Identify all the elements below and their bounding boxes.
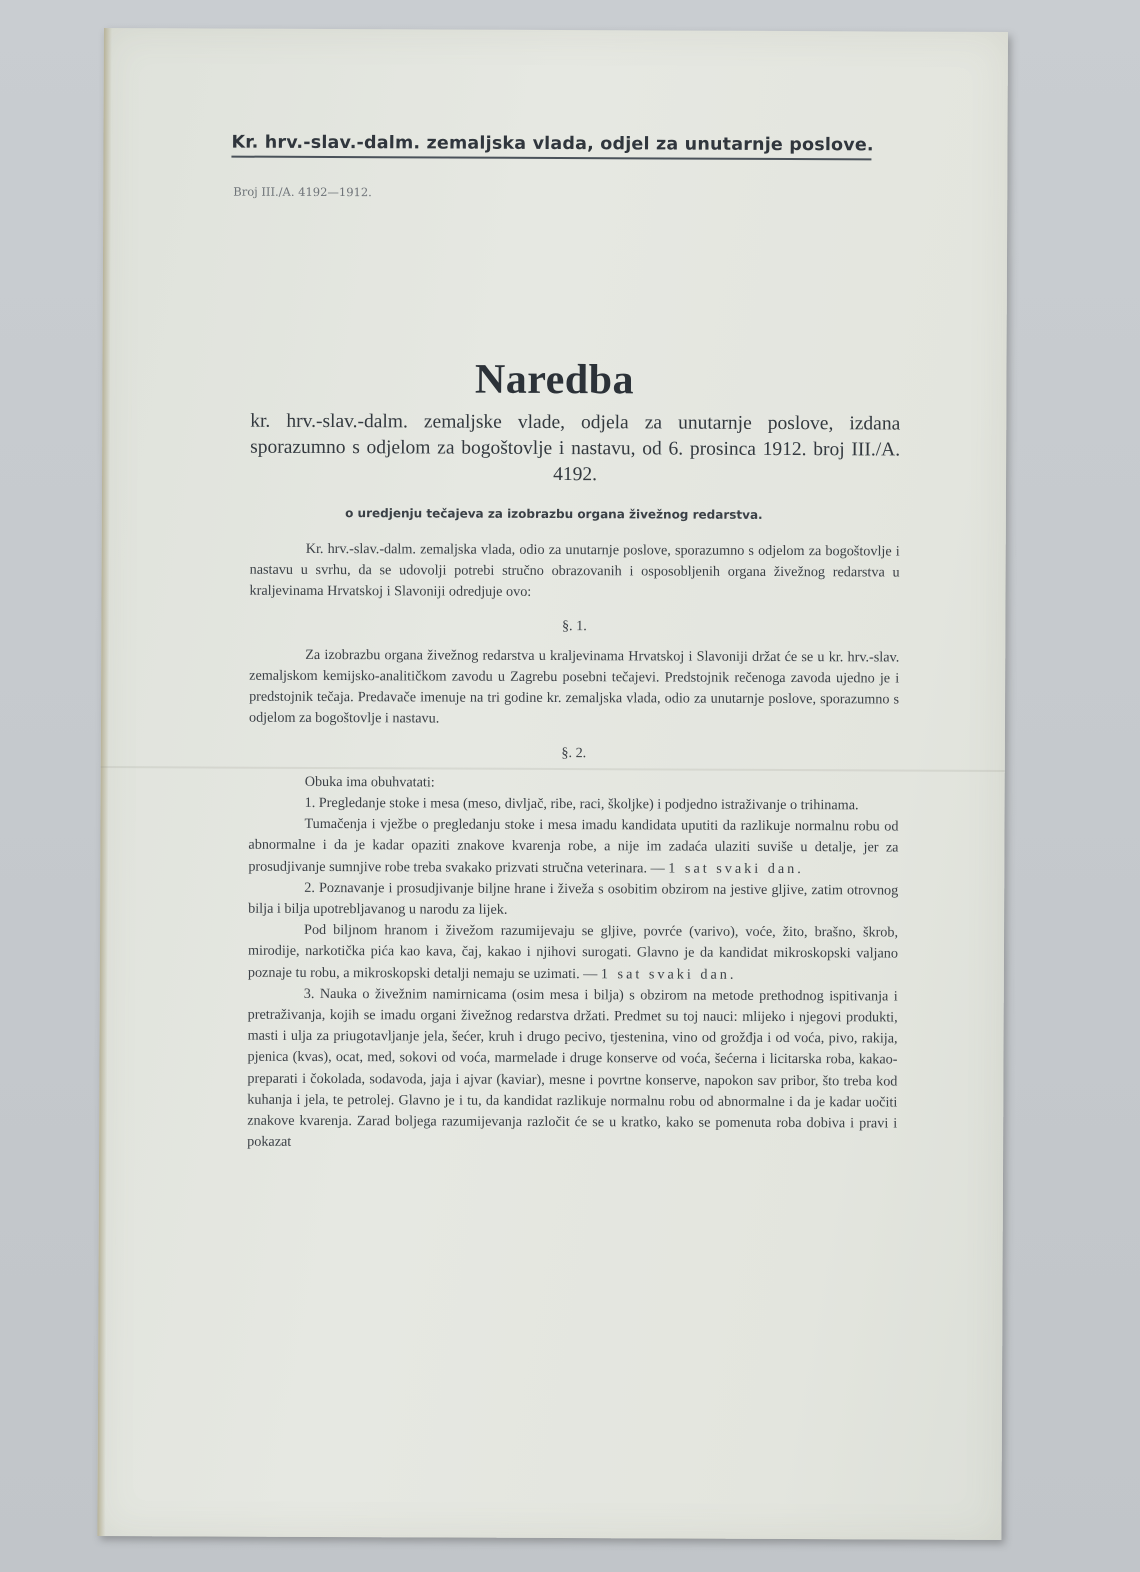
document-topic: o uredjenju tečajeva za izobrazbu organa živežnog redarstva. [345,506,763,522]
schedule-note: 1 sat svaki dan. [668,860,804,877]
document-title: Naredba [474,356,635,404]
section-2-item-1: 1. Pregledanje stoke i mesa (meso, divljač, ribe, raci, školjke) i podjedno istraživanje o trihinama. [304,794,859,814]
section-2-item-3: 3. Nauka o živežnim namirnicama (osim mesa i bilja) s obzirom na metode prethodnog ispitivanja i pretraživanja, kojih se imadu organi živežnog redarstva držati. Predmet su toj nauci: mlijeko i njegovi produkti, masti i ulja za priugotavljanje jela, šećer, kruh i drugo pecivo, tjestenina, vino od grožđja i od voća, pivo, rakija, pjenica (kvas), ocat, med, sokovi od voća, marmelade i druge konserve od voća, šećerna i licitarska roba, kakao-preparati i čokolada, sodavoda, jaja i ajvar (kaviar), mesne i povrtne konserve, napokon sav pribor, što treba kod kuhanja i jela, te petrolej. Glavno je i tu, da kandidat razlikuje normalnu robu od abnormalne i da je kadar uočiti znakove kvarenja. Zarad boljega razumijevanja razločit će se u kratko, kako se pomenuta roba dobiva i pravi i pokazat [247,985,898,1151]
section-2-lead: Obuka ima obuhvatati: [304,773,435,791]
section-2-paragraph-text: Pod biljnom hranom i živežom razumijevaju se gljive, povrće (varivo), voće, žito, brašno, škrob, mirodije, narkotička pića kao kava, čaj, kakao i njihovi surogati. Glavno je da kandidat mikroskopski valjano poznaje tu robu, a mikroskopski detalji nemaju se uzimati. — [247,922,899,982]
section-2-heading: §. 2. [561,744,587,761]
section-2-item-2: 2. Poznavanje i prosudjivanje biljne hrane i živeža s osobitim obzirom na jestive gljive, zatim otrovnog bilja i bilja upotrebljavanog u narodu za lijek. [248,879,899,918]
section-2-paragraph-text: Tumačenja i vježbe o pregledanju stoke i mesa imadu kandidata uputiti da razlikuje normalnu robu od abnormalne i da je kadar opaziti znakove kvarenja robe, a nije im zadaća ulaziti suviše u detalje, jer za prosudjivanje sumnjive robe treba svakako prizvati stručna veterinara. — [248,816,899,877]
section-1-text: Za izobrazbu organa živežnog redarstva u kraljevinama Hrvatskoj i Slavoniji držat će se u kr. hrv.-slav. zemaljskom kemijsko-analitičkom zavodu u Zagrebu posebni tečajevi. Predstojnik rečenoga zavoda ujedno je i predstojnik tečaja. Predavače imenuje na tri godine kr. zemaljska vlada, odio za unutarnje poslove, sporazumno s odjelom za bogoštovlje i nastavu. [248,646,900,727]
schedule-note: 1 sat svaki dan. [600,965,737,983]
section-1-heading: §. 1. [561,617,587,634]
section-2-paragraph [248,814,898,880]
document-body [247,539,900,1156]
section-2-paragraph [248,920,898,986]
issuing-authority-header: Kr. hrv.-slav.-dalm. zemaljska vlada, odjel za unutarnje poslove. [231,133,871,161]
document-sheet [97,28,1008,1540]
intro-paragraph: Kr. hrv.-slav.-dalm. zemaljska vlada, odio za unutarnje poslove, sporazumno s odjelom za bogoštovlje i nastavu u svrhu, da se udovolji potrebi stručno obrazovanih i osposobljenih organa živežnog redarstva u kraljevinama Hrvatskoj i Slavoniji odredjuje ovo: [249,540,900,601]
reference-number: Broj III./A. 4192—1912. [233,184,372,200]
document-subtitle: kr. hrv.-slav.-dalm. zemaljske vlade, odjela za unutarnje poslove, izdana sporazumno s odjelom za bogoštovlje i nastavu, od 6. prosinca 1912. broj III./A. 4192. [250,410,901,486]
